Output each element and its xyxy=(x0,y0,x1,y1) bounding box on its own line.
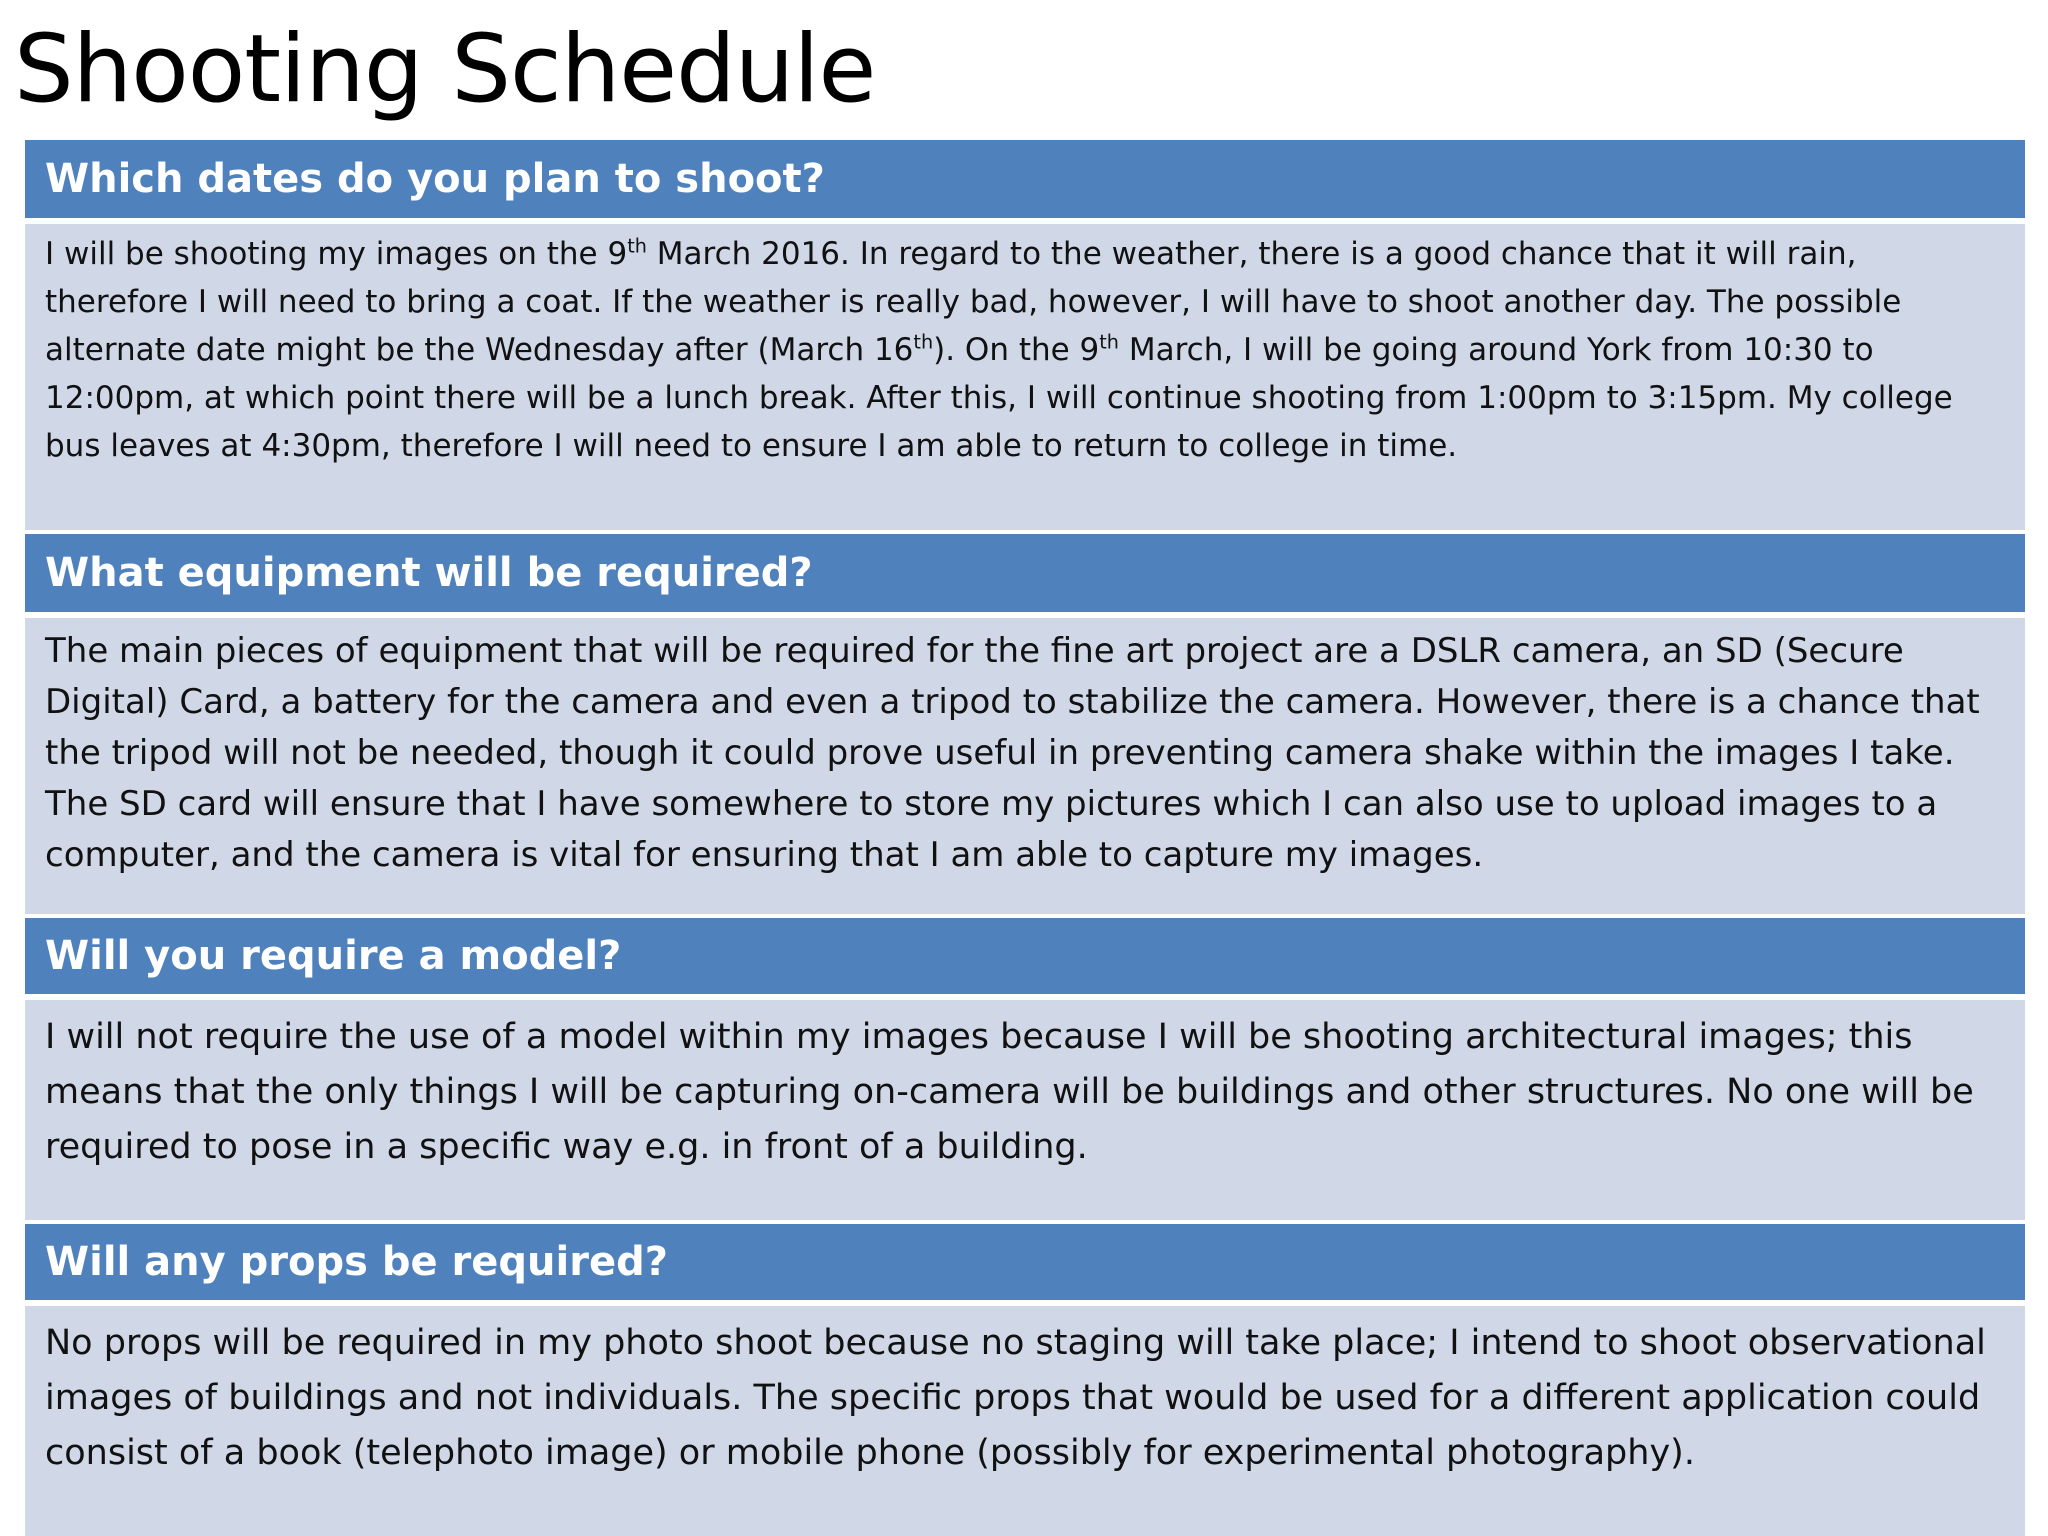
section-text: I will not require the use of a model within my images because I will be shooting architectural images; this means that the only things I will be capturing on-camera will be buildings and other structures. No one will be required to pose in a specific way e.g. in front of a building. xyxy=(45,1017,1974,1167)
section-heading: Which dates do you plan to shoot? xyxy=(25,140,2025,218)
text-run: March 2016. In regard to the weather, there is a good chance that it will rain, therefore I will need to bring a coat. If the weather is really bad, however, I will have to shoot another day. The possible alternate date might be the Wednesday after (March 16 xyxy=(45,236,1902,368)
page-title: Shooting Schedule xyxy=(14,15,876,124)
section-heading: Will any props be required? xyxy=(25,1224,2025,1300)
section-props xyxy=(25,1224,2025,1536)
section-text xyxy=(45,230,2007,470)
section-body xyxy=(25,1300,2025,1536)
section-text: No props will be required in my photo shoot because no staging will take place; I intend to shoot observational images of buildings and not individuals. The specific props that would be used for a different application could consist of a book (telephoto image) or mobile phone (possibly for experimental photography). xyxy=(45,1323,1986,1473)
section-model xyxy=(25,918,2025,1224)
superscript: th xyxy=(913,330,934,354)
schedule-table xyxy=(25,140,2025,1536)
section-equipment xyxy=(25,534,2025,918)
section-dates xyxy=(25,140,2025,534)
superscript: th xyxy=(627,234,647,258)
superscript: th xyxy=(1099,330,1119,354)
text-run: ). On the 9 xyxy=(933,332,1100,368)
section-heading: Will you require a model? xyxy=(25,918,2025,994)
section-body xyxy=(25,218,2025,534)
text-run: I will be shooting my images on the 9 xyxy=(45,236,628,272)
section-body xyxy=(25,994,2025,1224)
section-heading: What equipment will be required? xyxy=(25,534,2025,612)
text-run: March, I will be going around York from 10:30 to 12:00pm, at which point there will be a lunch break. After this, I will continue shooting from 1:00pm to 3:15pm. My college bus leaves at 4:30pm, therefore I will need to ensure I am able to return to college in time. xyxy=(45,332,1953,464)
section-text: The main pieces of equipment that will be required for the fine art project are a DSLR camera, an SD (Secure Digital) Card, a battery for the camera and even a tripod to stabilize the camera. However, there is a chance that the tripod will not be needed, though it could prove useful in preventing camera shake within the images I take. The SD card will ensure that I have somewhere to store my pictures which I can also use to upload images to a computer, and the camera is vital for ensuring that I am able to capture my images. xyxy=(45,631,1980,875)
section-body xyxy=(25,612,2025,918)
